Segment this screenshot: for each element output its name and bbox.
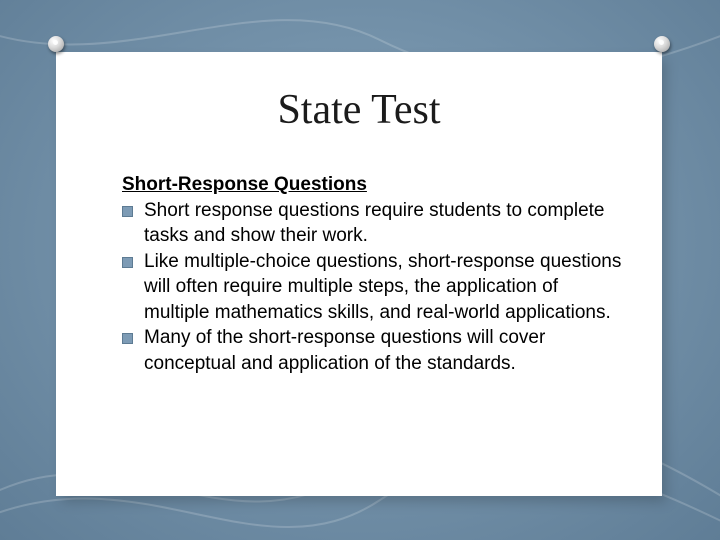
bullet-text-2: Like multiple-choice questions, short-response questions will often require multiple steps, the application of multiple mathematics skills, and real-world applications.: [144, 250, 622, 323]
square-bullet-icon: [122, 257, 133, 268]
slide-title: State Test: [277, 87, 441, 133]
square-bullet-icon: [122, 206, 133, 217]
bullet-item-2: [122, 249, 622, 326]
pushpin-icon: [48, 36, 64, 52]
bullet-text-1: Short response questions require students to complete tasks and show their work.: [144, 199, 605, 246]
section-heading: Short-Response Questions: [122, 174, 367, 195]
bullet-text-3: Many of the short-response questions will cover conceptual and application of the standards.: [144, 327, 546, 374]
bullet-item-3: [122, 325, 622, 376]
slide-content: [122, 172, 622, 376]
pushpin-icon: [654, 36, 670, 52]
bullet-item-1: [122, 198, 622, 249]
bullet-list: [122, 198, 622, 377]
square-bullet-icon: [122, 333, 133, 344]
